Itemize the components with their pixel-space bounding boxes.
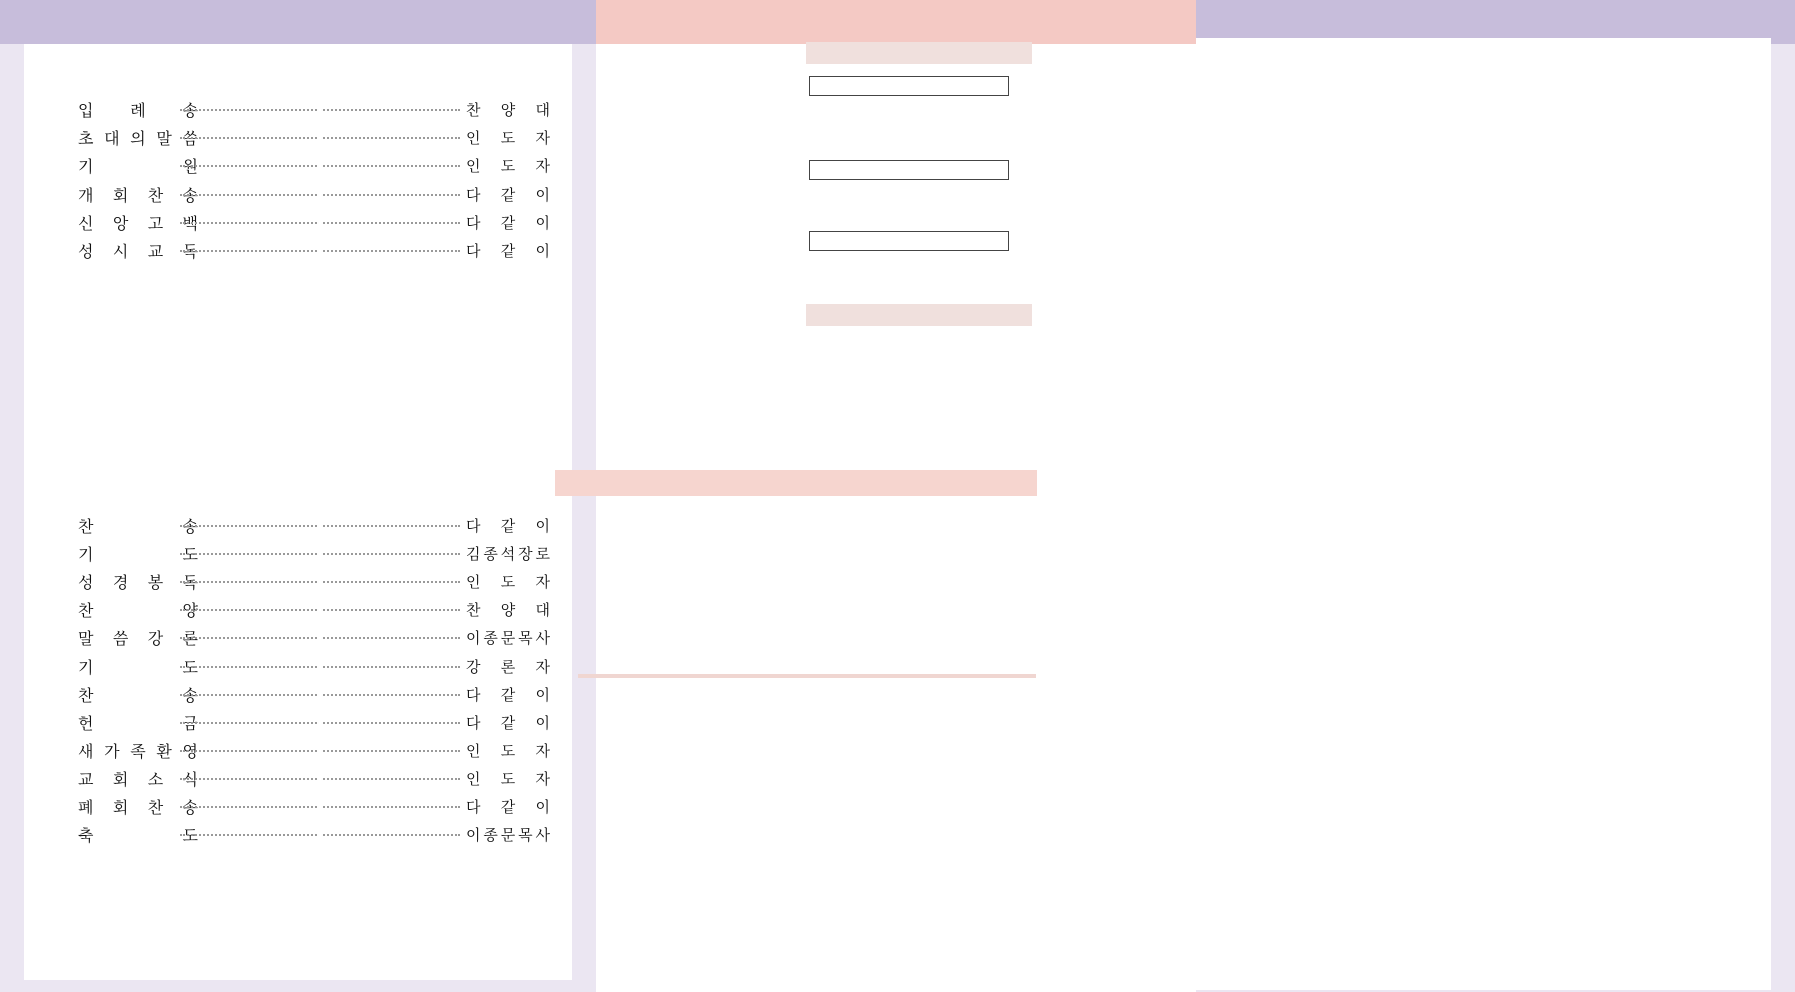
item-name: 기 원	[78, 157, 198, 177]
guide-table-title	[810, 161, 1009, 180]
item-leader: 다 같 이	[466, 517, 550, 535]
service-item	[50, 624, 550, 654]
item-detail	[180, 685, 460, 701]
item-leader: 인 도 자	[466, 157, 550, 176]
item-detail	[180, 797, 460, 813]
service-item	[50, 596, 550, 626]
item-name: 폐 회 찬 송	[78, 798, 198, 817]
morning-worship-page	[0, 0, 596, 992]
service-item	[50, 821, 550, 851]
service-item	[50, 737, 550, 767]
growth-banner	[555, 470, 1037, 496]
item-detail-text	[318, 797, 322, 813]
item-detail-text	[318, 628, 322, 644]
item-detail-text	[318, 516, 322, 532]
item-name: 입 례 송	[78, 101, 198, 120]
item-detail-text	[318, 185, 322, 201]
item-leader: 다 같 이	[466, 713, 550, 732]
item-detail-text	[318, 713, 322, 729]
item-leader: 강 론 자	[466, 657, 550, 676]
item-detail	[180, 713, 460, 729]
service-item	[50, 681, 550, 711]
item-detail-text	[318, 600, 322, 616]
item-leader: 김 종 석 장 로	[466, 545, 550, 564]
offering-table-title	[810, 232, 1009, 251]
item-detail	[180, 128, 460, 144]
item-detail-text	[318, 156, 322, 172]
item-leader: 인 도 자	[466, 129, 550, 148]
item-name: 말 씀 강 론	[78, 629, 198, 649]
item-leader: 다 같 이	[466, 213, 550, 232]
item-detail-text	[318, 769, 322, 785]
item-detail	[180, 769, 460, 785]
item-detail-text	[318, 241, 322, 257]
meeting-bar	[578, 674, 1036, 678]
item-detail	[180, 657, 460, 673]
guide-table	[809, 160, 1009, 180]
item-name: 신 앙 고 백	[78, 213, 198, 233]
item-leader: 다 같 이	[466, 185, 550, 204]
item-leader: 다 같 이	[466, 685, 550, 704]
item-leader: 인 도 자	[466, 741, 550, 760]
afternoon-header	[596, 0, 1196, 44]
item-name: 찬 송	[78, 685, 198, 705]
item-detail	[180, 628, 460, 644]
service-item	[50, 540, 550, 570]
service-item	[50, 568, 550, 598]
item-detail	[180, 741, 460, 757]
item-name: 개 회 찬 송	[78, 185, 198, 205]
item-detail-text	[318, 213, 322, 229]
prayer-table-title	[810, 77, 1009, 96]
item-name: 교 회 소 식	[78, 769, 198, 789]
item-detail	[180, 572, 460, 588]
item-detail-text	[318, 100, 322, 116]
item-detail-text	[318, 128, 322, 144]
item-leader: 인 도 자	[466, 573, 550, 592]
item-name: 새 가 족 환 영	[78, 741, 198, 761]
item-detail-text	[318, 572, 322, 588]
sermon-page	[1196, 0, 1795, 992]
item-name: 찬 양	[78, 601, 198, 621]
morning-header	[0, 0, 596, 44]
service-item	[50, 793, 550, 823]
item-detail-text	[318, 544, 322, 560]
wednesday-header	[806, 304, 1032, 326]
item-leader: 찬 양 대	[466, 101, 550, 119]
committee-header	[806, 42, 1032, 64]
item-detail-text	[318, 741, 322, 757]
item-detail	[180, 156, 460, 172]
sermon-panel	[1196, 38, 1771, 990]
service-item	[50, 653, 550, 683]
service-item	[50, 124, 550, 154]
service-item	[50, 237, 550, 267]
item-detail-text	[318, 685, 322, 701]
item-detail-text	[318, 657, 322, 673]
item-detail	[180, 213, 460, 229]
item-leader: 이 종 문 목 사	[466, 826, 550, 845]
item-detail	[180, 241, 460, 257]
item-name: 축 도	[78, 826, 198, 846]
item-detail-text	[318, 825, 322, 841]
service-item	[50, 209, 550, 239]
item-name: 성 경 봉 독	[78, 573, 198, 593]
item-leader: 찬 양 대	[466, 601, 550, 620]
item-name: 기 도	[78, 657, 198, 677]
item-name: 성 시 교 독	[78, 242, 198, 261]
item-leader: 이 종 문 목 사	[466, 629, 550, 648]
item-name: 찬 송	[78, 517, 198, 536]
item-name: 헌 금	[78, 713, 198, 733]
item-name: 초 대 의 말 씀	[78, 129, 198, 149]
item-leader: 다 같 이	[466, 242, 550, 260]
item-leader: 인 도 자	[466, 769, 550, 788]
item-leader: 다 같 이	[466, 798, 550, 816]
afternoon-worship-page	[596, 0, 1196, 992]
service-item	[50, 96, 550, 126]
prayer-table	[809, 76, 1009, 96]
service-item	[50, 709, 550, 739]
service-item	[50, 181, 550, 211]
service-item	[50, 765, 550, 795]
item-detail	[180, 100, 460, 116]
item-detail	[180, 185, 460, 201]
item-detail	[180, 516, 460, 532]
item-detail	[180, 544, 460, 560]
offering-table	[809, 231, 1009, 251]
service-item	[50, 512, 550, 542]
service-item	[50, 152, 550, 182]
item-detail	[180, 825, 460, 841]
item-detail	[180, 600, 460, 616]
item-name: 기 도	[78, 545, 198, 565]
